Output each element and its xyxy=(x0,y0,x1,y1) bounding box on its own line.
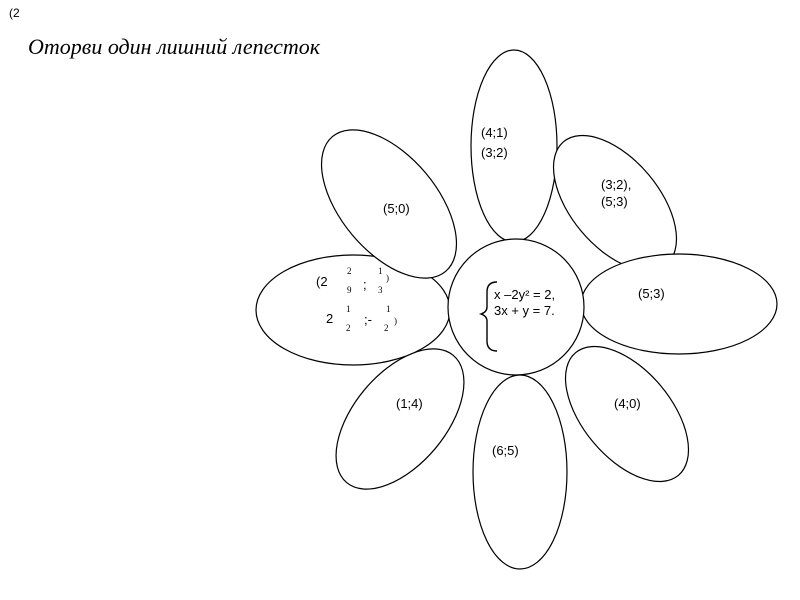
petal-bottom-left-label: (1;4) xyxy=(396,396,423,411)
left-row1-close: ) xyxy=(386,273,389,283)
left-row2-sep: ;- xyxy=(364,312,372,327)
petal-top-right-label-2: (5;3) xyxy=(601,194,628,209)
left-row2-den2: 2 xyxy=(384,323,389,333)
petal-right-label: (5;3) xyxy=(638,286,665,301)
left-row1-num1: 2 xyxy=(347,266,352,276)
petal-top-right-label-1: (3;2), xyxy=(601,177,632,192)
petal-bottom[interactable] xyxy=(473,375,567,569)
petal-top-label-1: (4;1) xyxy=(481,125,508,140)
left-row1-den2: 3 xyxy=(378,285,383,295)
corner-text: (2 xyxy=(9,6,20,20)
left-row1-den1: 9 xyxy=(347,285,352,295)
left-row2-num1: 1 xyxy=(346,304,351,314)
petal-top-label-2: (3;2) xyxy=(481,145,508,160)
equation-1: x –2y² = 2, xyxy=(494,287,556,302)
left-row1-sep: ; xyxy=(363,277,367,292)
petal-bottom-right-label: (4;0) xyxy=(614,396,641,411)
petal-bottom-label: (6;5) xyxy=(492,443,519,458)
petal-top-left-label: (5;0) xyxy=(383,201,410,216)
left-row1-int: (2 xyxy=(316,274,328,289)
task-title: Оторви один лишний лепесток xyxy=(28,34,321,59)
petal-right[interactable] xyxy=(581,254,777,354)
equation-2: 3x + y = 7. xyxy=(494,303,555,318)
left-row2-close: ) xyxy=(394,316,397,326)
left-row2-den1: 2 xyxy=(346,323,351,333)
left-row1-num2: 1 xyxy=(378,266,383,276)
left-row2-num2: 1 xyxy=(386,304,391,314)
left-row2-int: 2 xyxy=(326,311,334,326)
